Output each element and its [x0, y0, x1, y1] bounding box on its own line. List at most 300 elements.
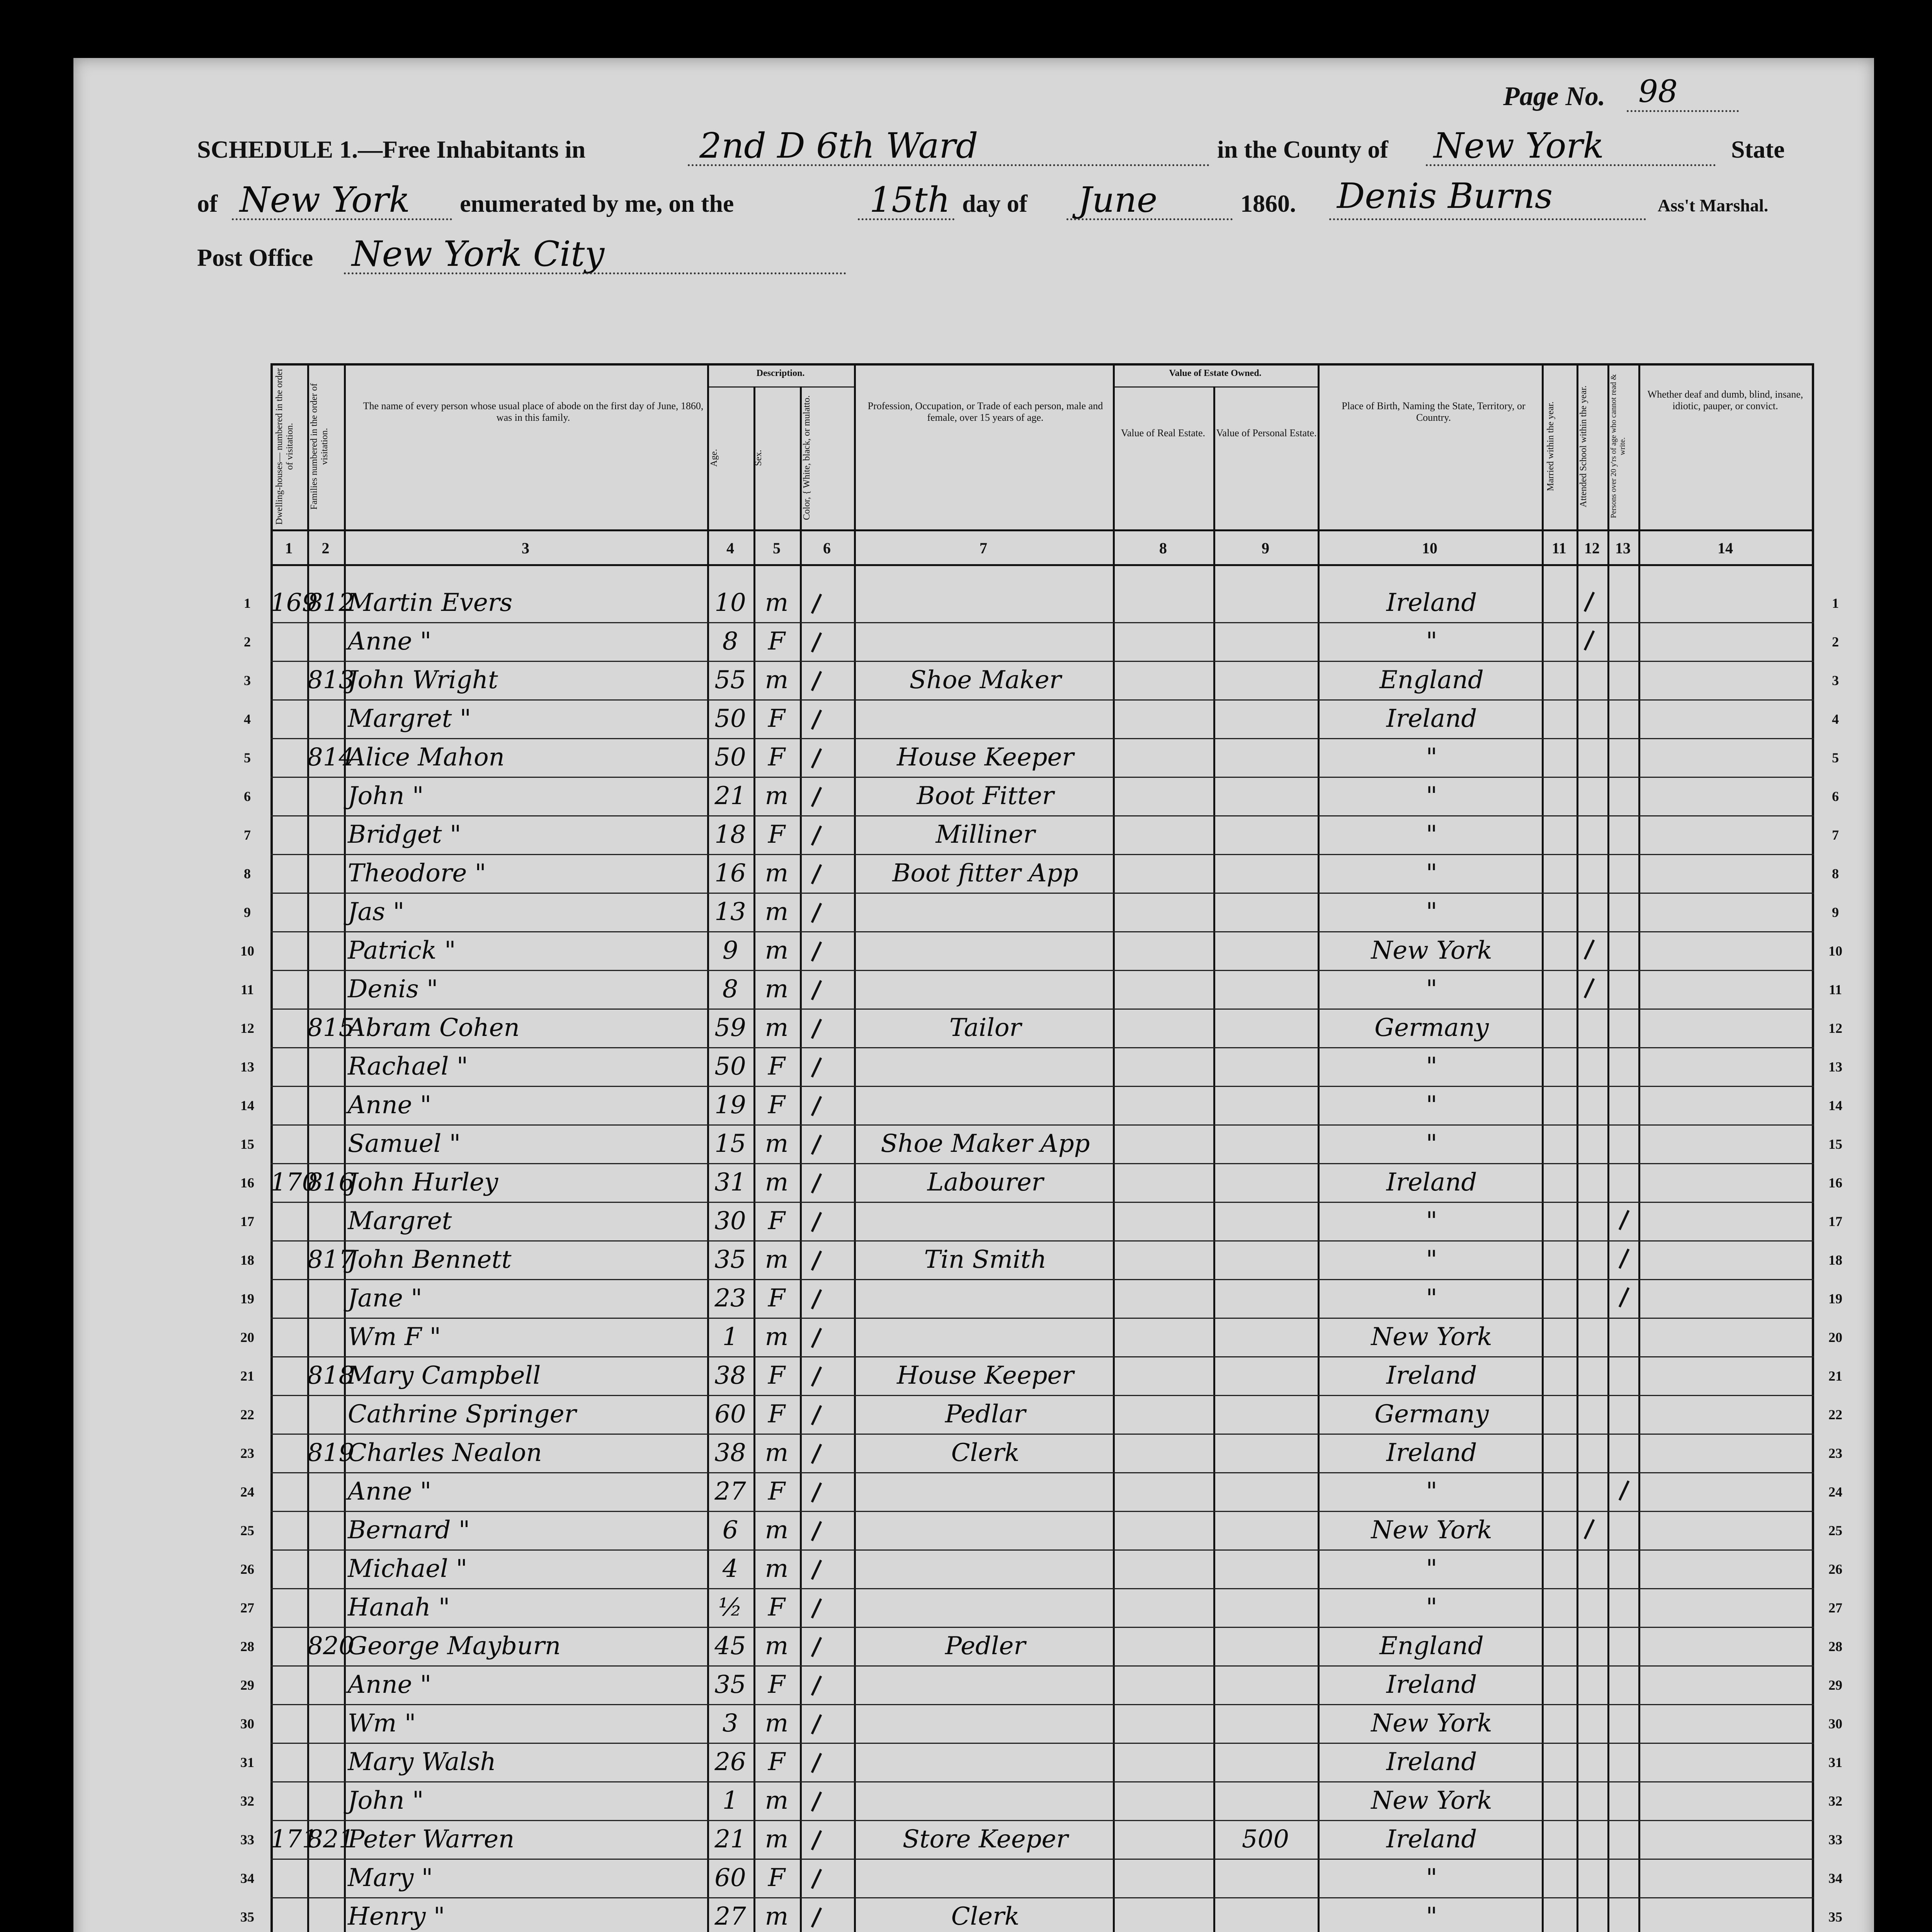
cell-pe: [1213, 1240, 1318, 1279]
cell-age: ½: [718, 1593, 743, 1622]
cell-dw: [270, 815, 307, 854]
line-number: 11: [1828, 982, 1842, 997]
cell-sex: m: [765, 1168, 789, 1197]
cell-sex: F: [768, 820, 786, 849]
cell-sex: F: [768, 1670, 786, 1699]
cell-occ: [858, 1472, 1113, 1511]
cell-age: 50: [714, 1052, 746, 1081]
cell-dw: [270, 1434, 307, 1472]
color-white-mark: [811, 1444, 822, 1464]
cell-pe: [1213, 583, 1318, 622]
cell-fam: [307, 1124, 344, 1163]
cell-occ: House Keeper: [897, 1361, 1074, 1390]
cell-dw: [270, 1356, 307, 1395]
cell-dw: [270, 1588, 307, 1627]
cell-name: Denis ": [348, 975, 438, 1003]
cell-dw: [270, 893, 307, 931]
cell-age: 31: [714, 1168, 746, 1197]
cell-name: John Wright: [348, 666, 498, 694]
line-number: 23: [240, 1446, 254, 1461]
color-white-mark: [811, 632, 822, 652]
cell-dw: 169: [270, 588, 318, 617]
cell-age: 19: [714, 1091, 746, 1119]
cell-occ: [858, 1549, 1113, 1588]
cell-dw: [270, 1859, 307, 1897]
colnum-14: 14: [1718, 539, 1733, 557]
cell-age: 16: [714, 859, 746, 888]
line-number: 24: [1828, 1484, 1842, 1500]
cell-sex: m: [765, 936, 789, 965]
cell-pe: [1213, 1086, 1318, 1124]
cell-sex: F: [768, 1052, 786, 1081]
cell-birth: New York: [1371, 1709, 1492, 1738]
colnum-1: 1: [285, 539, 293, 557]
cell-fam: [307, 622, 344, 661]
cell-pe: [1213, 1627, 1318, 1665]
line-number: 23: [1828, 1446, 1842, 1461]
line-number: 30: [240, 1716, 254, 1731]
cell-dw: [270, 1240, 307, 1279]
table-row: [270, 699, 1814, 738]
line-number: 21: [240, 1368, 254, 1384]
cell-dw: [270, 1395, 307, 1434]
line-number: 25: [1828, 1523, 1842, 1538]
page-number: 98: [1638, 73, 1678, 109]
col7-header: Profession, Occupation, or Trade of each person, male and female, over 15 years of age.: [867, 400, 1103, 423]
cell-birth: ": [1426, 820, 1437, 849]
line-number: 31: [1828, 1755, 1842, 1770]
color-white-mark: [811, 1212, 822, 1232]
page-no-label: Page No.: [1503, 82, 1605, 111]
cell-birth: ": [1426, 627, 1437, 656]
col3-header: The name of every person whose usual place of abode on the first day of June, 1860, was in this family.: [363, 400, 704, 423]
color-white-mark: [811, 1714, 822, 1734]
cell-birth: ": [1426, 1091, 1437, 1119]
col11-header: Married within the year.: [1546, 401, 1556, 491]
cell-sex: F: [768, 1207, 786, 1235]
cell-birth: England: [1379, 1632, 1484, 1660]
line-number: 8: [1832, 866, 1839, 881]
cell-dw: [270, 1704, 307, 1743]
line-number: 26: [1828, 1561, 1842, 1577]
cell-occ: Boot fitter App: [892, 859, 1078, 888]
line-number: 3: [1832, 673, 1839, 688]
line-number: 17: [1828, 1214, 1842, 1229]
cell-name: Cathrine Springer: [348, 1400, 577, 1429]
colnum-4: 4: [726, 539, 734, 557]
cell-birth: ": [1426, 1207, 1437, 1235]
division: 2nd D 6th Ward: [699, 126, 978, 166]
cell-sex: m: [765, 859, 789, 888]
cell-dw: [270, 1472, 307, 1511]
line-number: 31: [240, 1755, 254, 1770]
cell-name: Theodore ": [348, 859, 486, 888]
cell-dw: [270, 1743, 307, 1781]
cell-birth: ": [1426, 1902, 1437, 1931]
color-white-mark: [811, 709, 822, 730]
cell-name: Bridget ": [348, 820, 461, 849]
color-white-mark: [811, 1405, 822, 1425]
cell-fam: [307, 1279, 344, 1318]
color-white-mark: [811, 941, 822, 961]
line-number: 22: [1828, 1407, 1842, 1422]
cell-name: Anne ": [348, 1477, 432, 1506]
table-row: [270, 1820, 1814, 1859]
cell-fam: [307, 1588, 344, 1627]
col14-header: Whether deaf and dumb, blind, insane, idiotic, pauper, or convict.: [1647, 389, 1803, 412]
table-row: [270, 1627, 1814, 1665]
table-row: [270, 1859, 1814, 1897]
line-number: 12: [240, 1020, 254, 1036]
cell-occ: Boot Fitter: [917, 782, 1054, 810]
cell-fam: [307, 1395, 344, 1434]
cell-sex: F: [768, 1400, 786, 1429]
cell-dw: [270, 1781, 307, 1820]
cell-name: Anne ": [348, 1091, 432, 1119]
cell-age: 38: [714, 1361, 746, 1390]
schedule-label: SCHEDULE 1.—Free Inhabitants in: [197, 136, 586, 163]
cell-dw: [270, 1202, 307, 1240]
cell-dw: [270, 1897, 307, 1932]
line-number: 33: [1828, 1832, 1842, 1847]
line-number: 33: [240, 1832, 254, 1847]
cell-fam: 819: [307, 1439, 355, 1467]
table-row: [270, 1124, 1814, 1163]
cell-age: 23: [714, 1284, 746, 1313]
cell-occ: Pedler: [945, 1632, 1026, 1660]
line-number: 1: [1832, 595, 1839, 611]
line-number: 1: [244, 595, 251, 611]
cell-fam: [307, 1743, 344, 1781]
cell-dw: [270, 1124, 307, 1163]
line-number: 16: [1828, 1175, 1842, 1190]
cell-age: 8: [722, 627, 738, 656]
table-row: [270, 1009, 1814, 1047]
col8-header: Value of Real Estate.: [1121, 427, 1206, 439]
cell-pe: [1213, 1047, 1318, 1086]
cell-occ: Tin Smith: [924, 1245, 1047, 1274]
table-row: [270, 1356, 1814, 1395]
cell-sex: F: [768, 1593, 786, 1622]
colnum-13: 13: [1615, 539, 1631, 557]
cell-occ: Clerk: [951, 1902, 1020, 1931]
line-number: 16: [240, 1175, 254, 1190]
cell-name: John ": [348, 1786, 424, 1815]
cell-name: Jane ": [348, 1284, 422, 1313]
cell-age: 55: [714, 666, 746, 694]
cell-occ: Clerk: [951, 1439, 1020, 1467]
cell-sex: m: [765, 666, 789, 694]
line-number: 29: [1828, 1677, 1842, 1693]
line-number: 14: [1828, 1098, 1842, 1113]
cell-pe: [1213, 777, 1318, 815]
school-mark: [1584, 592, 1595, 612]
cell-birth: Ireland: [1386, 1670, 1477, 1699]
cell-name: Rachael ": [348, 1052, 468, 1081]
estate-header: Value of Estate Owned.: [1169, 368, 1262, 378]
cell-pe: [1213, 1897, 1318, 1932]
cell-pe: [1213, 931, 1318, 970]
cell-occ: [858, 622, 1113, 661]
census-table: [270, 363, 1814, 1932]
cell-pe: [1213, 1859, 1318, 1897]
color-white-mark: [811, 1366, 822, 1386]
cell-birth: ": [1426, 898, 1437, 926]
line-number: 2: [1832, 634, 1839, 650]
table-row: [270, 777, 1814, 815]
line-number: 28: [1828, 1639, 1842, 1654]
cell-age: 13: [714, 898, 746, 926]
cell-name: Anne ": [348, 1670, 432, 1699]
cell-pe: [1213, 622, 1318, 661]
cell-occ: [858, 1086, 1113, 1124]
marshal-signature: Denis Burns: [1337, 176, 1553, 216]
table-row: [270, 1395, 1814, 1434]
day: 15th: [869, 180, 950, 220]
colnum-7: 7: [980, 539, 987, 557]
cell-sex: F: [768, 1361, 786, 1390]
color-white-mark: [811, 864, 822, 884]
cell-dw: [270, 1047, 307, 1086]
color-white-mark: [811, 1869, 822, 1889]
cell-pe: [1213, 1781, 1318, 1820]
cell-pe: [1213, 1588, 1318, 1627]
cell-dw: [270, 854, 307, 893]
line-number: 26: [240, 1561, 254, 1577]
line-number: 29: [240, 1677, 254, 1693]
cell-name: John Bennett: [348, 1245, 512, 1274]
cell-occ: [858, 583, 1113, 622]
cell-fam: [307, 1781, 344, 1820]
line-number: 6: [244, 789, 251, 804]
cell-sex: m: [765, 782, 789, 810]
cell-occ: [858, 1781, 1113, 1820]
cell-age: 60: [714, 1400, 746, 1429]
color-white-mark: [811, 787, 822, 807]
cell-birth: New York: [1371, 1323, 1492, 1351]
col9-header: Value of Personal Estate.: [1216, 427, 1317, 439]
cell-fam: [307, 1665, 344, 1704]
cell-sex: F: [768, 1748, 786, 1776]
cell-age: 1: [722, 1323, 738, 1351]
cell-name: Hanah ": [348, 1593, 450, 1622]
cell-pe: [1213, 1356, 1318, 1395]
cell-sex: m: [765, 1902, 789, 1931]
cell-dw: [270, 1279, 307, 1318]
cell-name: George Mayburn: [348, 1632, 561, 1660]
cell-age: 8: [722, 975, 738, 1003]
cell-dw: [270, 738, 307, 777]
cell-fam: [307, 1704, 344, 1743]
table-row: [270, 893, 1814, 931]
cell-fam: [307, 699, 344, 738]
line-number: 30: [1828, 1716, 1842, 1731]
cell-dw: [270, 661, 307, 699]
line-number: 13: [240, 1059, 254, 1075]
cell-age: 21: [714, 1825, 746, 1854]
table-row: [270, 1086, 1814, 1124]
line-number: 25: [240, 1523, 254, 1538]
color-white-mark: [811, 825, 822, 845]
table-row: [270, 1588, 1814, 1627]
cell-dw: [270, 699, 307, 738]
cell-occ: [858, 931, 1113, 970]
color-white-mark: [811, 1250, 822, 1270]
table-row: [270, 1434, 1814, 1472]
cell-age: 10: [714, 588, 746, 617]
cell-birth: Ireland: [1386, 704, 1477, 733]
cell-birth: ": [1426, 1129, 1437, 1158]
line-number: 18: [240, 1252, 254, 1268]
table-row: [270, 931, 1814, 970]
table-row: [270, 1743, 1814, 1781]
col13-header: Persons over 20 y'rs of age who cannot read & write.: [1609, 374, 1627, 519]
cell-name: Martin Evers: [348, 588, 513, 617]
cell-pe: [1213, 1279, 1318, 1318]
colnum-8: 8: [1159, 539, 1167, 557]
cell-dw: [270, 777, 307, 815]
school-mark: [1584, 1519, 1595, 1539]
line-number: 17: [240, 1214, 254, 1229]
cell-name: Mary ": [348, 1864, 433, 1892]
cell-sex: m: [765, 1245, 789, 1274]
cell-pe: [1213, 1163, 1318, 1202]
cell-sex: F: [768, 1477, 786, 1506]
color-white-mark: [811, 1096, 822, 1116]
cell-dw: [270, 622, 307, 661]
cell-name: Mary Campbell: [348, 1361, 541, 1390]
cell-pe: [1213, 1665, 1318, 1704]
in-county-label: in the County of: [1217, 136, 1388, 163]
cell-pe: 500: [1242, 1825, 1289, 1854]
cell-name: Bernard ": [348, 1516, 470, 1544]
table-row: [270, 854, 1814, 893]
cell-fam: 817: [307, 1245, 355, 1274]
cell-pe: [1213, 1395, 1318, 1434]
cell-name: Patrick ": [348, 936, 456, 965]
cell-dw: [270, 970, 307, 1009]
cell-sex: F: [768, 627, 786, 656]
table-row: [270, 1163, 1814, 1202]
cell-fam: [307, 1859, 344, 1897]
cell-fam: [307, 1202, 344, 1240]
cell-birth: ": [1426, 1864, 1437, 1892]
line-number: 12: [1828, 1020, 1842, 1036]
cell-age: 6: [722, 1516, 738, 1544]
cell-sex: m: [765, 1709, 789, 1738]
cell-pe: [1213, 1472, 1318, 1511]
cell-pe: [1213, 1202, 1318, 1240]
of-label: of: [197, 190, 218, 217]
col1-header: Dwelling-houses— numbered in the order of visitation.: [274, 368, 295, 525]
line-number: 6: [1832, 789, 1839, 804]
line-number: 2: [244, 634, 251, 650]
col4-header: Age.: [709, 449, 719, 467]
line-number: 24: [240, 1484, 254, 1500]
cell-pe: [1213, 1743, 1318, 1781]
cell-age: 18: [714, 820, 746, 849]
color-white-mark: [811, 1482, 822, 1502]
cell-birth: Ireland: [1386, 588, 1477, 617]
cell-fam: [307, 970, 344, 1009]
cell-pe: [1213, 738, 1318, 777]
cell-birth: ": [1426, 1052, 1437, 1081]
cell-dw: [270, 1318, 307, 1356]
color-white-mark: [811, 1289, 822, 1309]
cell-name: Wm ": [348, 1709, 416, 1738]
cell-occ: [858, 893, 1113, 931]
cell-age: 38: [714, 1439, 746, 1467]
cell-birth: New York: [1371, 1786, 1492, 1815]
cell-occ: Pedlar: [945, 1400, 1026, 1429]
cell-name: John ": [348, 782, 424, 810]
cannot-read-mark: [1619, 1210, 1630, 1230]
cell-dw: [270, 1627, 307, 1665]
county: New York: [1434, 126, 1604, 166]
line-number: 19: [1828, 1291, 1842, 1306]
line-number: 22: [240, 1407, 254, 1422]
colnum-2: 2: [321, 539, 330, 557]
table-row: [270, 661, 1814, 699]
col5-header: Sex.: [753, 450, 764, 466]
line-number: 5: [244, 750, 251, 765]
cell-fam: 820: [307, 1632, 355, 1660]
line-number: 8: [244, 866, 251, 881]
cell-pe: [1213, 970, 1318, 1009]
line-number: 35: [240, 1909, 254, 1925]
cell-name: Margret: [348, 1207, 452, 1235]
cell-pe: [1213, 1511, 1318, 1549]
school-mark: [1584, 630, 1595, 650]
cell-sex: F: [768, 743, 786, 772]
cell-pe: [1213, 1318, 1318, 1356]
color-white-mark: [811, 1830, 822, 1850]
cell-occ: Labourer: [927, 1168, 1044, 1197]
cell-fam: [307, 815, 344, 854]
line-number: 20: [240, 1330, 254, 1345]
cell-age: 15: [714, 1129, 746, 1158]
line-number: 28: [240, 1639, 254, 1654]
cell-fam: [307, 854, 344, 893]
cell-birth: ": [1426, 782, 1437, 810]
cell-birth: ": [1426, 975, 1437, 1003]
cell-dw: 171: [270, 1825, 318, 1854]
colnum-10: 10: [1422, 539, 1437, 557]
cell-birth: ": [1426, 1593, 1437, 1622]
cell-pe: [1213, 1434, 1318, 1472]
cell-occ: [858, 1047, 1113, 1086]
cell-birth: ": [1426, 1477, 1437, 1506]
table-row: [270, 1897, 1814, 1932]
cell-name: Michael ": [348, 1554, 468, 1583]
cell-pe: [1213, 1549, 1318, 1588]
cell-name: Alice Mahon: [348, 743, 505, 772]
table-row: [270, 1511, 1814, 1549]
cell-occ: [858, 1665, 1113, 1704]
line-number: 27: [1828, 1600, 1842, 1616]
table-row: [270, 1202, 1814, 1240]
table-row: [270, 622, 1814, 661]
cell-birth: England: [1379, 666, 1484, 694]
state-label: State: [1731, 136, 1785, 163]
color-white-mark: [811, 671, 822, 691]
col12-header: Attended School within the year.: [1578, 385, 1588, 507]
enumerated-label: enumerated by me, on the: [460, 190, 734, 217]
state: New York: [240, 180, 410, 220]
cell-sex: m: [765, 1825, 789, 1854]
cell-pe: [1213, 893, 1318, 931]
cell-fam: 813: [307, 666, 355, 694]
